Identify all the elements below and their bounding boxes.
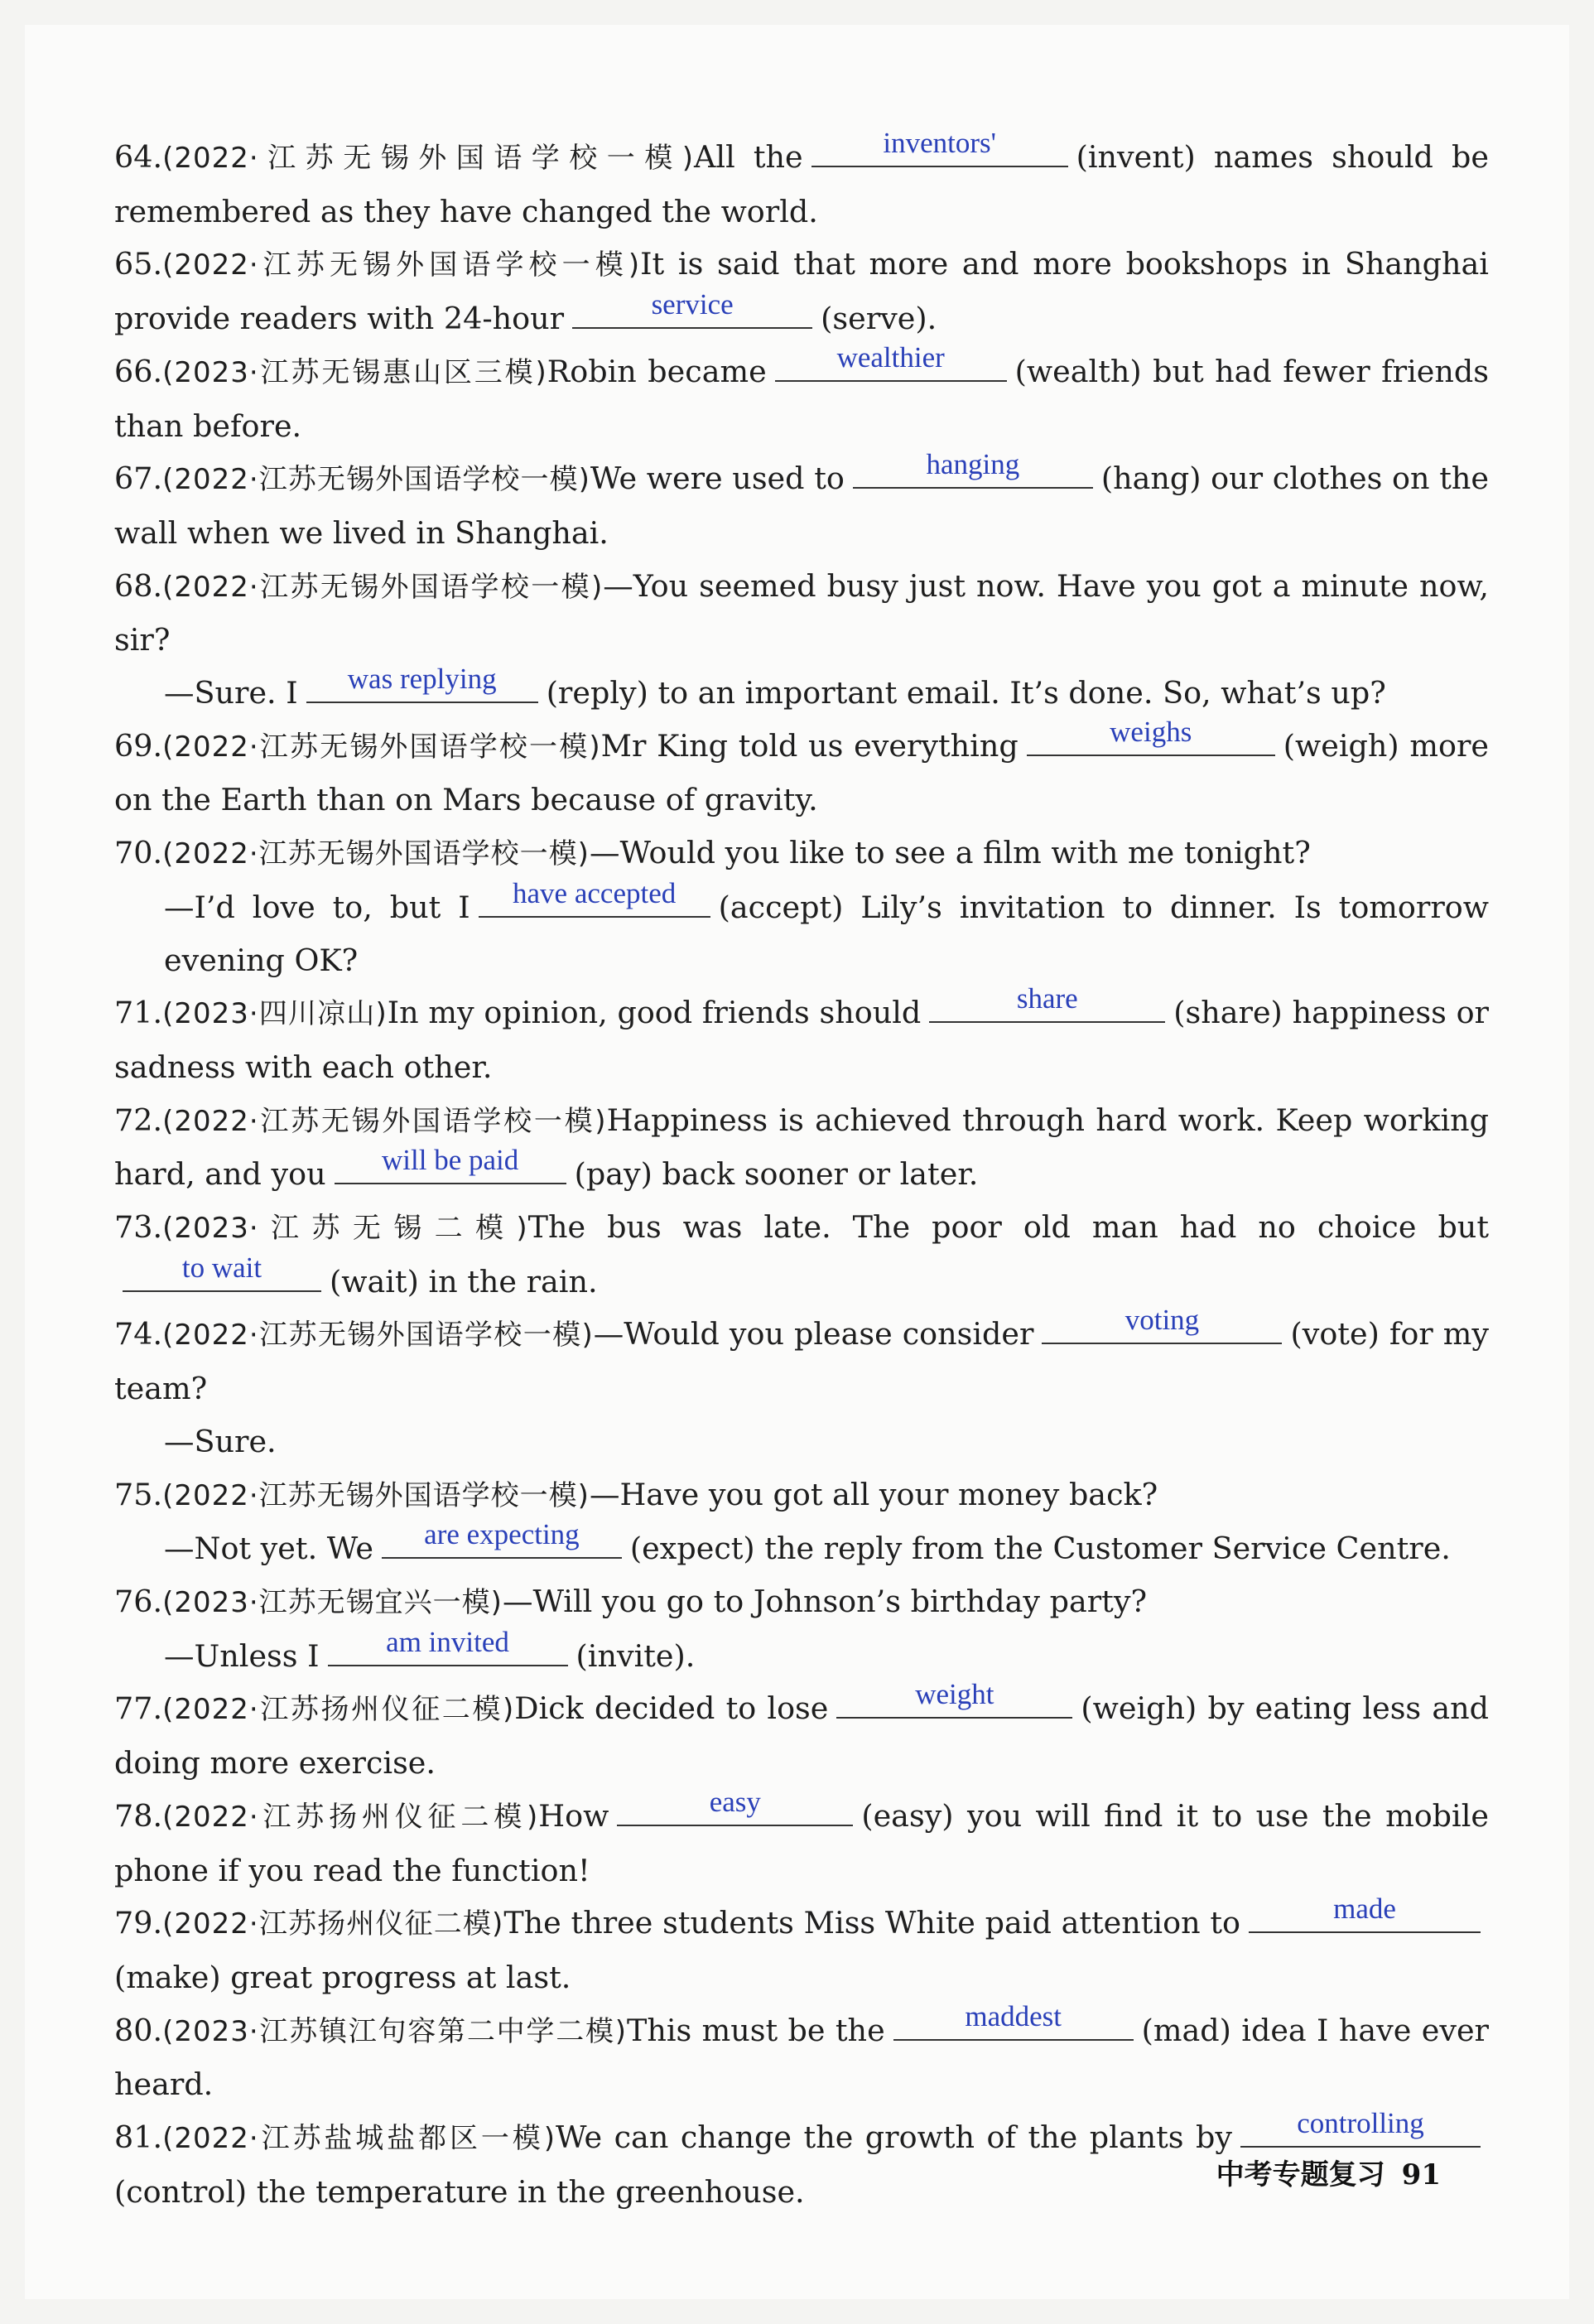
question-text: —Would you like to see a film with me tonight? <box>589 835 1311 871</box>
answer-blank[interactable] <box>479 876 710 918</box>
answer-blank[interactable] <box>335 1144 566 1184</box>
question-source: (2022·江苏扬州仪征二模) <box>162 1800 539 1834</box>
word-hint: (mad) <box>1141 2012 1231 2048</box>
question-text: for my team? <box>114 1316 1489 1407</box>
answer-blank[interactable] <box>836 1678 1072 1719</box>
question-item <box>114 1468 1489 1523</box>
question-text: our clothes on the wall when we lived in Shanghai. <box>114 460 1489 551</box>
question-number: 71. <box>114 995 163 1031</box>
question-text: the reply from the Customer Service Centre. <box>764 1531 1451 1567</box>
answer-blank[interactable] <box>328 1625 568 1666</box>
handwritten-answer: voting <box>1124 1304 1200 1337</box>
handwritten-answer: maddest <box>965 1999 1062 2032</box>
question-number: 75. <box>114 1476 163 1512</box>
word-hint: (invent) <box>1076 139 1196 175</box>
word-hint: (weigh) <box>1283 727 1399 764</box>
question-item <box>114 448 1489 559</box>
question-text: Robin became <box>547 353 767 389</box>
question-text: This must be the <box>627 2012 885 2048</box>
word-hint: (wait) <box>330 1263 419 1299</box>
question-text: Lily’s invitation to dinner. Is tomorrow evening OK? <box>164 889 1489 978</box>
question-text: but had fewer friends than before. <box>114 353 1489 444</box>
word-hint: (reply) <box>546 675 648 711</box>
question-item <box>114 127 1489 238</box>
handwritten-answer: to wait <box>181 1251 262 1284</box>
word-hint: (accept) <box>718 889 844 925</box>
answer-blank[interactable] <box>617 1785 853 1826</box>
question-item <box>114 1304 1489 1415</box>
question-number: 65. <box>114 246 163 282</box>
answer-blank[interactable] <box>1249 1892 1481 1933</box>
answer-blank[interactable] <box>572 288 812 329</box>
question-source: (2022·江苏无锡外国语学校一模) <box>162 837 590 871</box>
dialogue-response <box>114 1518 1489 1575</box>
question-source: (2023·江苏无锡二模) <box>162 1212 528 1246</box>
question-number: 81. <box>114 2119 163 2156</box>
question-source: (2022·江苏无锡外国语学校一模) <box>162 248 641 282</box>
answer-blank[interactable] <box>306 663 538 703</box>
question-number: 68. <box>114 567 163 604</box>
dialogue-response <box>114 1625 1489 1683</box>
question-source: (2022·江苏无锡外国语学校一模) <box>162 142 695 175</box>
word-hint: (hang) <box>1100 460 1202 497</box>
word-hint: (invite). <box>575 1637 696 1674</box>
answer-blank[interactable] <box>929 982 1165 1023</box>
question-item <box>114 1201 1489 1308</box>
question-text: Mr King told us everything <box>600 727 1019 764</box>
handwritten-answer: share <box>1016 982 1078 1015</box>
question-item <box>114 1892 1489 2003</box>
question-text: —Sure. I <box>164 675 298 711</box>
question-item <box>114 238 1489 345</box>
worksheet-page <box>25 25 1569 2299</box>
question-source: (2022·江苏无锡外国语学校一模) <box>162 1319 594 1352</box>
handwritten-answer: wealthier <box>836 340 945 374</box>
question-number: 66. <box>114 353 163 389</box>
word-hint: (weigh) <box>1081 1690 1197 1727</box>
dialogue-response <box>114 1415 1489 1468</box>
question-number: 69. <box>114 727 163 764</box>
question-text: the temperature in the greenhouse. <box>256 2173 805 2210</box>
handwritten-answer: weight <box>915 1678 994 1711</box>
word-hint: (easy) <box>861 1797 954 1834</box>
question-item <box>114 1678 1489 1789</box>
question-number: 74. <box>114 1316 163 1352</box>
question-text: back sooner or later. <box>662 1156 979 1193</box>
word-hint: (vote) <box>1290 1316 1380 1352</box>
question-item <box>114 560 1489 667</box>
word-hint: (wealth) <box>1014 353 1142 389</box>
question-item <box>114 715 1489 827</box>
word-hint: (pay) <box>574 1156 653 1193</box>
question-text: more on the Earth than on Mars because of gravity. <box>114 727 1489 818</box>
question-number: 67. <box>114 460 163 497</box>
word-hint: (share) <box>1173 995 1283 1031</box>
word-hint: (control) <box>114 2173 248 2210</box>
page-footer <box>1216 2152 1441 2192</box>
question-text: to an important email. It’s done. So, what’s up? <box>657 675 1386 711</box>
answer-blank[interactable] <box>1042 1304 1282 1344</box>
question-text: happiness or sadness with each other. <box>114 995 1489 1085</box>
question-source: (2023·四川凉山) <box>162 997 388 1031</box>
question-number: 80. <box>114 2012 163 2048</box>
question-text: names should be remembered as they have changed the world. <box>114 139 1489 229</box>
word-hint: (expect) <box>629 1531 755 1567</box>
question-source: (2022·江苏扬州仪征二模) <box>162 1907 504 1941</box>
question-text: —Would you please consider <box>593 1316 1034 1352</box>
handwritten-answer: easy <box>709 1785 761 1818</box>
handwritten-answer: hanging <box>926 448 1020 481</box>
question-text: —Will you go to Johnson’s birthday party? <box>502 1583 1148 1619</box>
question-text: great progress at last. <box>230 1959 571 1995</box>
question-text: The bus was late. The poor old man had no choice but <box>527 1209 1489 1246</box>
question-item <box>114 1785 1489 1897</box>
question-source: (2022·江苏无锡外国语学校一模) <box>162 570 604 604</box>
question-source: (2022·江苏无锡外国语学校一模) <box>162 1104 607 1138</box>
question-text: All the <box>694 139 803 175</box>
question-text: Dick decided to lose <box>514 1690 829 1727</box>
question-text: How <box>538 1797 609 1834</box>
question-source: (2022·江苏无锡外国语学校一模) <box>162 1478 590 1512</box>
question-number: 76. <box>114 1583 163 1619</box>
answer-blank[interactable] <box>775 340 1007 382</box>
question-item <box>114 1999 1489 2111</box>
dialogue-response <box>114 663 1489 720</box>
question-list <box>114 127 1489 2218</box>
handwritten-answer: weighs <box>1110 715 1192 748</box>
answer-blank[interactable] <box>893 1999 1134 2041</box>
question-source: (2023·江苏无锡宜兴一模) <box>162 1585 503 1619</box>
question-text: you will find it to use the mobile phone if you read the function! <box>114 1797 1489 1888</box>
question-item <box>114 982 1489 1093</box>
handwritten-answer: have accepted <box>513 876 677 909</box>
answer-blank[interactable] <box>811 127 1068 167</box>
question-number: 73. <box>114 1209 163 1246</box>
question-number: 77. <box>114 1690 163 1727</box>
handwritten-answer: controlling <box>1297 2107 1424 2140</box>
question-text: —Not yet. We <box>164 1531 373 1567</box>
question-source: (2022·江苏扬州仪征二模) <box>162 1693 515 1727</box>
question-item <box>114 827 1489 881</box>
answer-blank[interactable] <box>1240 2107 1481 2148</box>
handwritten-answer: am invited <box>386 1625 509 1658</box>
question-number: 78. <box>114 1797 163 1834</box>
answer-blank[interactable] <box>1027 715 1275 756</box>
question-source: (2022·江苏盐城盐都区一模) <box>162 2122 556 2156</box>
handwritten-answer: service <box>651 288 734 321</box>
handwritten-answer: inventors' <box>883 127 996 159</box>
question-text: —Sure. <box>164 1423 277 1459</box>
question-item <box>114 1575 1489 1630</box>
question-text: —I’d love to, but I <box>164 889 470 925</box>
question-number: 72. <box>114 1102 163 1138</box>
answer-blank[interactable] <box>853 448 1093 489</box>
handwritten-answer: made <box>1333 1892 1396 1926</box>
answer-blank[interactable] <box>123 1251 321 1292</box>
question-source: (2023·江苏无锡惠山区三模) <box>162 355 547 389</box>
question-number: 64. <box>114 139 163 175</box>
question-text: We can change the growth of the plants by <box>555 2119 1232 2156</box>
question-text: In my opinion, good friends should <box>387 995 922 1031</box>
word-hint: (serve). <box>821 301 937 337</box>
handwritten-answer: are expecting <box>424 1518 580 1551</box>
question-text: Happiness is achieved through hard work. Keep working hard, and you <box>114 1102 1489 1193</box>
question-text: We were used to <box>590 460 845 497</box>
question-text: by eating less and doing more exercise. <box>114 1690 1489 1782</box>
question-text: —Have you got all your money back? <box>589 1476 1158 1512</box>
question-text: It is said that more and more bookshops in Shanghai provide readers with 24-hour <box>114 246 1489 337</box>
question-text: —You seemed busy just now. Have you got a minute now, sir? <box>114 567 1489 658</box>
question-item <box>114 1094 1489 1201</box>
page-number: 91 <box>1401 2158 1441 2191</box>
question-text: idea I have ever heard. <box>114 2012 1489 2103</box>
word-hint: (make) <box>114 1959 221 1995</box>
dialogue-response <box>114 876 1489 986</box>
question-number: 70. <box>114 835 163 871</box>
question-text: The three students Miss White paid attention to <box>503 1905 1240 1941</box>
footer-label: 中考专题复习 <box>1216 2158 1385 2191</box>
handwritten-answer: will be paid <box>382 1144 519 1177</box>
question-source: (2022·江苏无锡外国语学校一模) <box>162 730 601 764</box>
question-source: (2023·江苏镇江句容第二中学二模) <box>162 2014 628 2048</box>
question-item <box>114 340 1489 452</box>
answer-blank[interactable] <box>382 1518 622 1559</box>
question-number: 79. <box>114 1905 163 1941</box>
question-text: —Unless I <box>164 1637 320 1674</box>
handwritten-answer: was replying <box>347 663 497 696</box>
question-source: (2022·江苏无锡外国语学校一模) <box>162 463 590 497</box>
question-text: in the rain. <box>428 1263 598 1299</box>
